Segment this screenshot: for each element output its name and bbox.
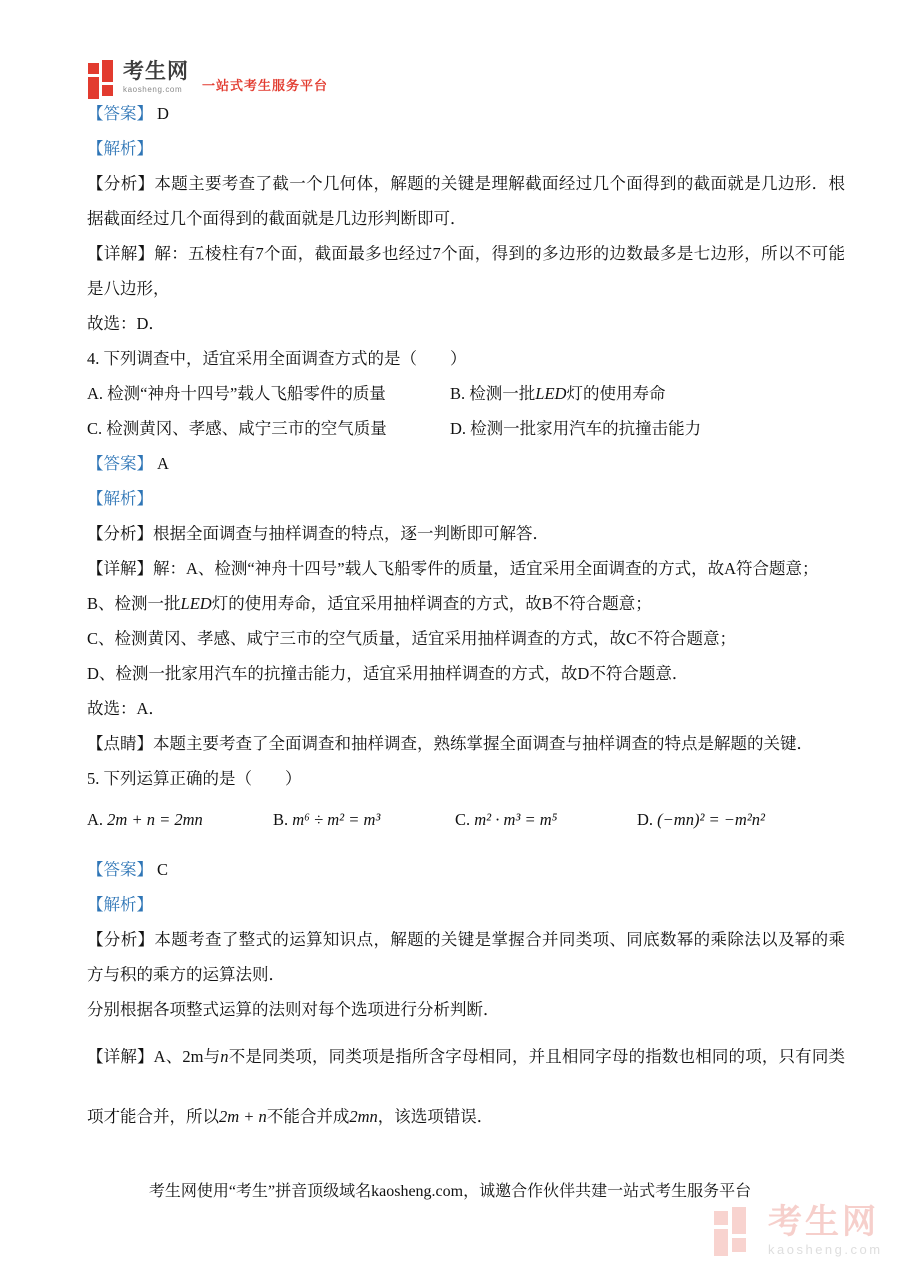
option-c: C. 检测黄冈、孝感、咸宁三市的空气质量 [87,419,387,438]
kaosheng-logo-icon [88,60,116,100]
kaosheng-watermark-logo-icon [714,1207,760,1257]
conclusion-q4: 故选：A． [87,699,165,718]
option-c: C. m² · m³ = m⁵ [455,810,558,829]
detail-a-q4: 【详解】解：A、检测“神舟十四号”载人飞船零件的质量，适宜采用全面调查的方式，故A符合题意； [87,559,819,578]
option-b: B. m⁶ ÷ m² = m³ [273,810,381,829]
header-logo [88,60,328,100]
logo-domain: kaosheng.com [123,85,183,94]
detail-paragraph-q5: 【详解】A、2m与n不是同类项，同类项是指所含字母相同，并且相同字母的指数也相同的项，只有同类项才能合并，所以2m + n不能合并成2mn，该选项错误． [87,1047,846,1126]
question5-options [87,796,845,844]
logo-text-block [123,60,189,94]
conclusion-q3: 故选：D． [87,314,165,333]
answer-label: 【答案】 [87,454,153,473]
method-paragraph-q4: 【分析】根据全面调查与抽样调查的特点，逐一判断即可解答． [87,524,549,543]
answer-line-q4 [87,446,845,481]
analysis-heading-q4 [87,481,845,516]
answer-value-q3: D [157,104,169,123]
option-d: D. (−mn)² = −m²n² [637,810,765,829]
detail-c-q4: C、检测黄冈、孝感、咸宁三市的空气质量，适宜采用抽样调查的方式，故C不符合题意； [87,629,737,648]
option-a: A. 检测“神舟十四号”载人飞船零件的质量 [87,384,386,403]
detail-paragraph-q3: 【详解】解：五棱柱有7个面，截面最多也经过7个面，得到的多边形的边数最多是七边形，所以不可能是八边形， [87,244,845,298]
answer-value-q5: C [157,860,169,879]
analysis-heading-q3 [87,131,845,166]
option-d: D. 检测一批家用汽车的抗撞击能力 [450,419,702,438]
method-paragraph-q5: 【分析】本题考查了整式的运算知识点，解题的关键是掌握合并同类项、同底数幂的乘除法以及幂的乘方与积的乘方的运算法则． [87,930,845,984]
analysis-heading-q5 [87,887,845,922]
detail-b-q4: B、检测一批LED灯的使用寿命，适宜采用抽样调查的方式，故B不符合题意； [87,594,652,613]
method2-paragraph-q5: 分别根据各项整式运算的法则对每个选项进行分析判断． [87,1000,500,1019]
watermark-title: 考生网 [768,1203,879,1241]
option-a: A. 2m + n = 2mn [87,810,203,829]
watermark-domain: kaosheng.com [768,1242,883,1257]
answer-value-q4: A [157,454,169,473]
answer-label: 【答案】 [87,860,153,879]
option-b: B. 检测一批LED灯的使用寿命 [450,384,666,403]
detail-d-q4: D、检测一批家用汽车的抗撞击能力，适宜采用抽样调查的方式，故D不符合题意． [87,664,689,683]
answer-line-q3 [87,96,845,131]
analysis-label: 【解析】 [87,895,153,914]
tip-paragraph-q4: 【点睛】本题主要考查了全面调查和抽样调查，熟练掌握全面调查与抽样调查的特点是解题的关键． [87,734,813,753]
logo-tagline: 一站式考生服务平台 [202,78,329,93]
solution-content [87,96,845,1147]
question4-stem: 4. 下列调查中，适宜采用全面调查方式的是（ ） [87,349,467,368]
answer-line-q5 [87,852,845,887]
logo-title: 考生网 [123,60,189,83]
question4-options [87,376,845,446]
method-paragraph-q3: 【分析】本题主要考查了截一个几何体，解题的关键是理解截面经过几个面得到的截面就是几边形．根据截面经过几个面得到的截面就是几边形判断即可． [87,174,845,228]
footer-slogan: 考生网使用“考生”拼音顶级域名kaosheng.com，诚邀合作伙伴共建一站式考生服务平台 [148,1183,752,1200]
analysis-label: 【解析】 [87,489,153,508]
watermark-text-block [768,1204,883,1257]
question5-stem: 5. 下列运算正确的是（ ） [87,769,302,788]
answer-label: 【答案】 [87,104,153,123]
watermark [714,1204,883,1257]
analysis-label: 【解析】 [87,139,153,158]
